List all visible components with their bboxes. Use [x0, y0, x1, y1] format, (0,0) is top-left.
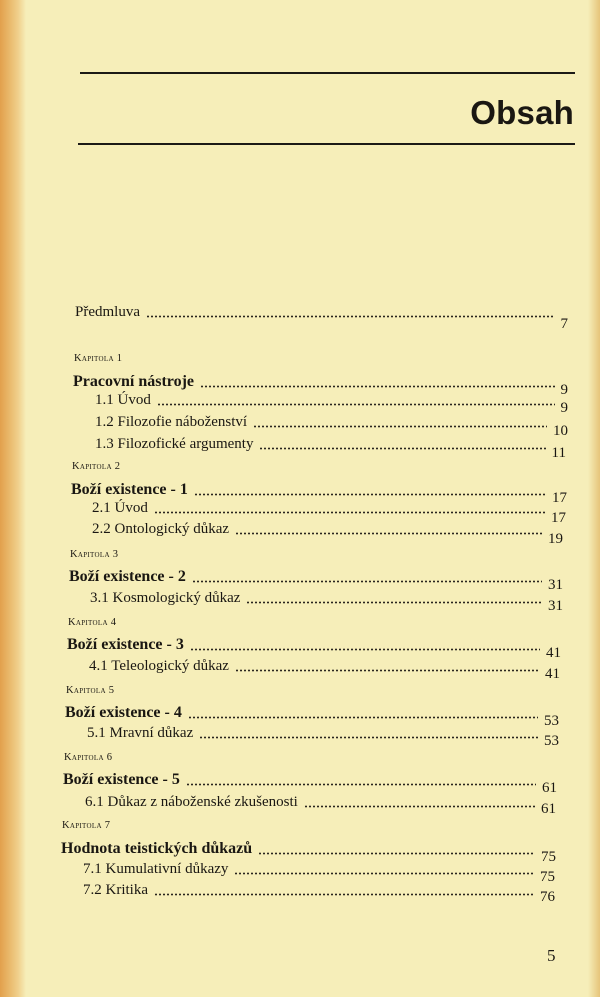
toc-entry-section-page: 75 [540, 869, 555, 885]
toc-entry-section [90, 589, 563, 614]
toc-entry-section-label: 1.3 Filozofické argumenty [95, 436, 254, 452]
toc-entry-section [92, 499, 566, 526]
toc-entry-chapter-2-label: Boží existence - 1 [71, 481, 188, 498]
dot-leader [246, 600, 542, 605]
dot-leader [190, 647, 540, 652]
dot-leader [258, 851, 535, 856]
toc-entry-section-label: 1.2 Filozofie náboženství [95, 414, 248, 430]
toc-entry-section-page: 17 [551, 510, 566, 526]
toc-entry-chapter-3-label: Boží existence - 2 [69, 568, 186, 585]
toc-entry-section-label: 3.1 Kosmologický důkaz [90, 590, 241, 606]
toc-entry-section-page: 10 [553, 423, 568, 439]
dot-leader [192, 579, 542, 584]
dot-leader [199, 735, 538, 740]
toc-entry-section [87, 724, 559, 749]
toc-entry-chapter-6 [63, 771, 557, 796]
toc-entry-preface-page: 7 [560, 316, 568, 332]
page-edge-right [588, 0, 600, 997]
toc-entry-section-page: 31 [548, 598, 563, 614]
toc-entry-section-label: 7.2 Kritika [83, 882, 148, 898]
dot-leader [188, 715, 538, 720]
chapter-label: Kapitola 6 [64, 752, 113, 763]
toc-entry-section [83, 881, 555, 905]
toc-entry-chapter-4-label: Boží existence - 3 [67, 636, 184, 653]
toc-entry-section [85, 793, 556, 817]
toc-entry-chapter-2 [71, 481, 567, 506]
dot-leader [259, 446, 545, 451]
toc-entry-preface-label: Předmluva [75, 304, 140, 320]
toc-entry-section-label: 5.1 Mravní důkaz [87, 725, 194, 741]
chapter-label: Kapitola 4 [68, 617, 117, 628]
toc-entry-section [83, 860, 555, 885]
toc-entry-chapter-5-page: 53 [544, 713, 559, 729]
toc-entry-section-page: 41 [545, 666, 560, 682]
toc-entry-chapter-5 [65, 704, 559, 729]
toc-entry-preface [75, 303, 568, 332]
page-number: 5 [547, 946, 556, 965]
dot-leader [234, 871, 534, 876]
toc-entry-section-page: 19 [548, 531, 563, 547]
toc-entry-section-label: 2.2 Ontologický důkaz [92, 521, 230, 537]
toc-entry-section-page: 76 [540, 889, 555, 905]
toc-entry-section-label: 7.1 Kumulativní důkazy [83, 861, 229, 877]
toc-entry-section-label: 4.1 Teleologický důkaz [89, 658, 229, 674]
dot-leader [157, 402, 555, 407]
toc-entry-section [95, 391, 568, 416]
toc-entry-chapter-1 [73, 373, 568, 398]
toc-entry-section-page: 61 [541, 801, 556, 817]
toc-entry-section-label: 6.1 Důkaz z náboženské zkušenosti [85, 794, 298, 810]
chapter-label: Kapitola 7 [62, 820, 111, 831]
rule-bottom [78, 143, 575, 145]
chapter-label: Kapitola 1 [74, 353, 123, 364]
toc-entry-chapter-7-page: 75 [541, 849, 556, 865]
toc-entry-chapter-4-page: 41 [546, 645, 561, 661]
dot-leader [235, 531, 542, 536]
toc-entry-chapter-2-page: 17 [552, 490, 567, 506]
page-title: Obsah [470, 94, 574, 131]
page-edge-left [0, 0, 26, 997]
chapter-label: Kapitola 2 [72, 461, 121, 472]
dot-leader [235, 668, 539, 673]
toc-entry-chapter-7-label: Hodnota teistických důkazů [61, 840, 253, 857]
dot-leader [154, 510, 545, 515]
toc-entry-section-label: 1.1 Úvod [95, 392, 151, 408]
toc-entry-section [92, 520, 563, 547]
toc-entry-chapter-7 [61, 840, 556, 865]
dot-leader [253, 424, 547, 429]
toc-entry-section-page: 53 [544, 733, 559, 749]
toc-entry-section [95, 435, 566, 461]
dot-leader [194, 492, 546, 497]
chapter-label: Kapitola 5 [66, 685, 115, 696]
toc-entry-section [95, 413, 568, 439]
dot-leader [154, 892, 534, 897]
toc-entry-section-page: 11 [551, 445, 566, 461]
toc-entry-section-page: 9 [560, 400, 568, 416]
dot-leader [186, 782, 536, 787]
toc-entry-chapter-4 [67, 636, 561, 661]
toc-entry-chapter-1-page: 9 [560, 382, 568, 398]
toc-entry-chapter-6-label: Boží existence - 5 [63, 771, 180, 788]
toc-entry-section [89, 657, 560, 682]
toc-entry-chapter-3 [69, 568, 563, 593]
dot-leader [200, 384, 554, 389]
dot-leader [304, 804, 535, 809]
toc-entry-chapter-3-page: 31 [548, 577, 563, 593]
rule-top [80, 72, 575, 74]
toc-entry-section-label: 2.1 Úvod [92, 500, 148, 516]
chapter-label: Kapitola 3 [70, 549, 119, 560]
toc-entry-chapter-1-label: Pracovní nástroje [73, 373, 195, 390]
dot-leader [146, 314, 555, 319]
toc-entry-chapter-6-page: 61 [542, 780, 557, 796]
toc-entry-chapter-5-label: Boží existence - 4 [65, 704, 182, 721]
